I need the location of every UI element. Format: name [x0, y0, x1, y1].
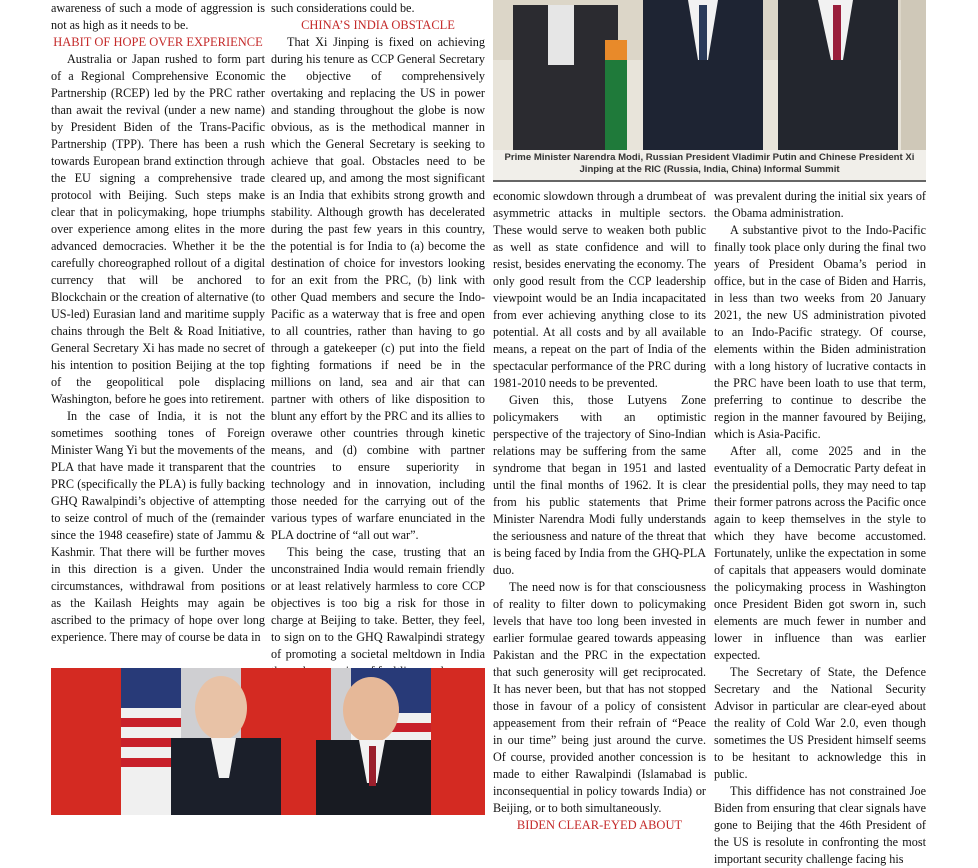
section-heading-habit-of-hope: HABIT OF HOPE OVER EXPERIENCE: [53, 35, 263, 49]
column-1-paragraph-2: In the case of India, it is not the sometimes soothing tones of Foreign Minister Wang Yi but the movements of the PLA that have made it transparent that the PRC (specifically the PLA) is fully backing GHQ Rawalpindi’s objective of attempting to seize control of much of the (remainder since the 1948 ceasefire) state of Jammu & Kashmir. That there will be further moves in this direction is a given. Under the circumstances, withdrawal from positions as the Kailash Heights may again be ascribed to the primacy of hope over long experience. There may of course be data in: [51, 409, 265, 644]
column-2-paragraph-2: This being the case, trusting that an unconstrained India would remain friendly or at least relatively harmless to core CCP objectives is too big a risk for those in charge at Beijing to take. Better, they feel, to sign on to the GHQ Rawalpindi strategy of promoting a societal meltdown in India: [271, 545, 485, 661]
section-heading-biden-clear-eyed: BIDEN CLEAR-EYED ABOUT: [516, 818, 683, 832]
column-1-intro: awareness of such a mode of aggression is not as high as it needs to be.: [51, 1, 265, 32]
column-4-paragraph-1: A substantive pivot to the Indo-Pacific finally took place only during the final two years of President Obama’s period in office, but in the case of Biden and Harris, in less than two weeks from 20 January 2021, the new US administration pivoted to an Indo-Pacific strategy. Of course, elements within the Biden administration with a long history of lucrative contacts in the PRC have been loath to use that term, preferring to continue to describe the region in the manner favoured by Beijing, which is Asia-Pacific.: [714, 223, 926, 441]
column-3-intro: economic slowdown through a drumbeat of asymmetric attacks in multiple sectors. These would serve to weaken both public as well as state confidence and will to resist, besides enervating the economy. The only good result from the CCP leadership viewpoint would be an India incapacitated from ever achieving anything close to its potential. At all costs and by all available means, a repeat on the part of India of the spectacular performance of the PRC during 1981-2010 needs to be prevented.: [493, 189, 706, 390]
column-1-paragraph-1: Australia or Japan rushed to form part of a Regional Comprehensive Economic Partnership (RCEP) led by the PRC rather than await the revival (under a new name) by President Biden of the Trans-Pacific Partnership (TPP). There has been a rush towards European brand extinction through the EU signing a comprehensive trade protocol with Beijing. Such steps make clear that in policymaking, hope triumphs over experience among elites in the more advanced democracies. Whether it be the carefully choreographed rollout of a digital currency that will be anchored to Blockchain or the creation of alternative (to US-led) Eurasian land and maritime supply chains through the Belt & Road Initiative, General Secretary Xi has made no secret of his intention to position Beijing at the top of the geopolitical pole displacing Washington, before he goes into retirement.: [51, 52, 265, 406]
column-2-paragraph-1: That Xi Jinping is fixed on achieving during his tenure as CCP General Secretary the objective of comprehensively overtaking and replacing the US in power and standing throughout the globe is now obvious, as is the methodical manner in which the General Secretary is seeking to achieve that goal. Obstacles need to be cleared up, and among the most significant is an India that exhibits strong growth and stability. Although growth has decelerated during the past few years in this country, the potential is for India to (a) become the destination of choice for investors looking for an exit from the PRC, (b) link with other Quad members and secure the Indo-Pacific as a waterway that is free and open to all countries, rather than having to go through a gatekeeper (c) put into the field fighting formations if need be in the millions on land, sea and air that can partner with others of like disposition to blunt any effort by the PRC and its allies to overawe other countries through kinetic means, and (d) combine with partner countries to ensure superiority in technology and in innovation, including those needed for the carrying out of the various types of warfare enunciated in the PLA doctrine of “all out war”.: [271, 35, 485, 542]
column-4-paragraph-4: This diffidence has not constrained Joe Biden from ensuring that clear signals have gone to Beijing that the 46th President of the US is resolute in confronting the most important security challenge facing his: [714, 784, 926, 866]
column-4-paragraph-2: After all, come 2025 and in the eventuality of a Democratic Party defeat in the presidential polls, they may need to tap their former patrons across the Pacific once again to keep themselves in the style to which they have become accustomed. Fortunately, unlike the expectation in some of capitals that appeasers would dominate the policymaking process in Washington once President Biden got sworn in, such elements are much fewer in number and lower in influence than was earlier expected.: [714, 444, 926, 662]
article-column-2: [271, 0, 485, 660]
photo-caption: Prime Minister Narendra Modi, Russian President Vladimir Putin and Chinese President Xi Jinping at the RIC (Russia, India, China) Informal Summit: [493, 150, 926, 180]
column-2-intro: such considerations could be.: [271, 1, 415, 15]
column-4-paragraph-3: The Secretary of State, the Defence Secretary and the National Security Advisor in particular are clear-eyed about the reality of Cold War 2.0, even though sometimes the US President himself seems to be hesitant to acknowledge this in public.: [714, 665, 926, 781]
article-column-3: [493, 188, 706, 832]
article-column-1: [51, 0, 265, 660]
photo-biden-xi: [51, 668, 485, 815]
section-heading-china-india-obstacle: CHINA’S INDIA OBSTACLE: [301, 18, 455, 32]
column-3-paragraph-1: Given this, those Lutyens Zone policymakers with an optimistic perspective of the trajectory of Sino-Indian relations may be suffering from the same syndrome that began in 1951 and lasted until the final months of 1962. It is clear from his public statements that Prime Minister Narendra Modi fully understands the seriousness and nature of the threat that is being faced by India from the GHQ-PLA duo.: [493, 393, 706, 577]
article-column-4: [714, 188, 926, 866]
photo-ric-summit: [493, 0, 926, 150]
caption-divider: [493, 180, 926, 182]
column-4-intro: was prevalent during the initial six years of the Obama administration.: [714, 189, 926, 220]
column-3-paragraph-2: The need now is for that consciousness of reality to filter down to policymaking levels that have too long been invested in earlier formulae geared towards appeasing Pakistan and the PRC in the expectation that such generosity will get reciprocated. It has never been, but that has not stopped those in favour of a policy of consistent appeasement from their refrain of “Peace in our time” being just around the curve. Of course, provided another concession is made to either Rawalpindi (Islamabad is inconsequential in policy towards India) or Beijing, or to both simultaneously.: [493, 580, 706, 815]
